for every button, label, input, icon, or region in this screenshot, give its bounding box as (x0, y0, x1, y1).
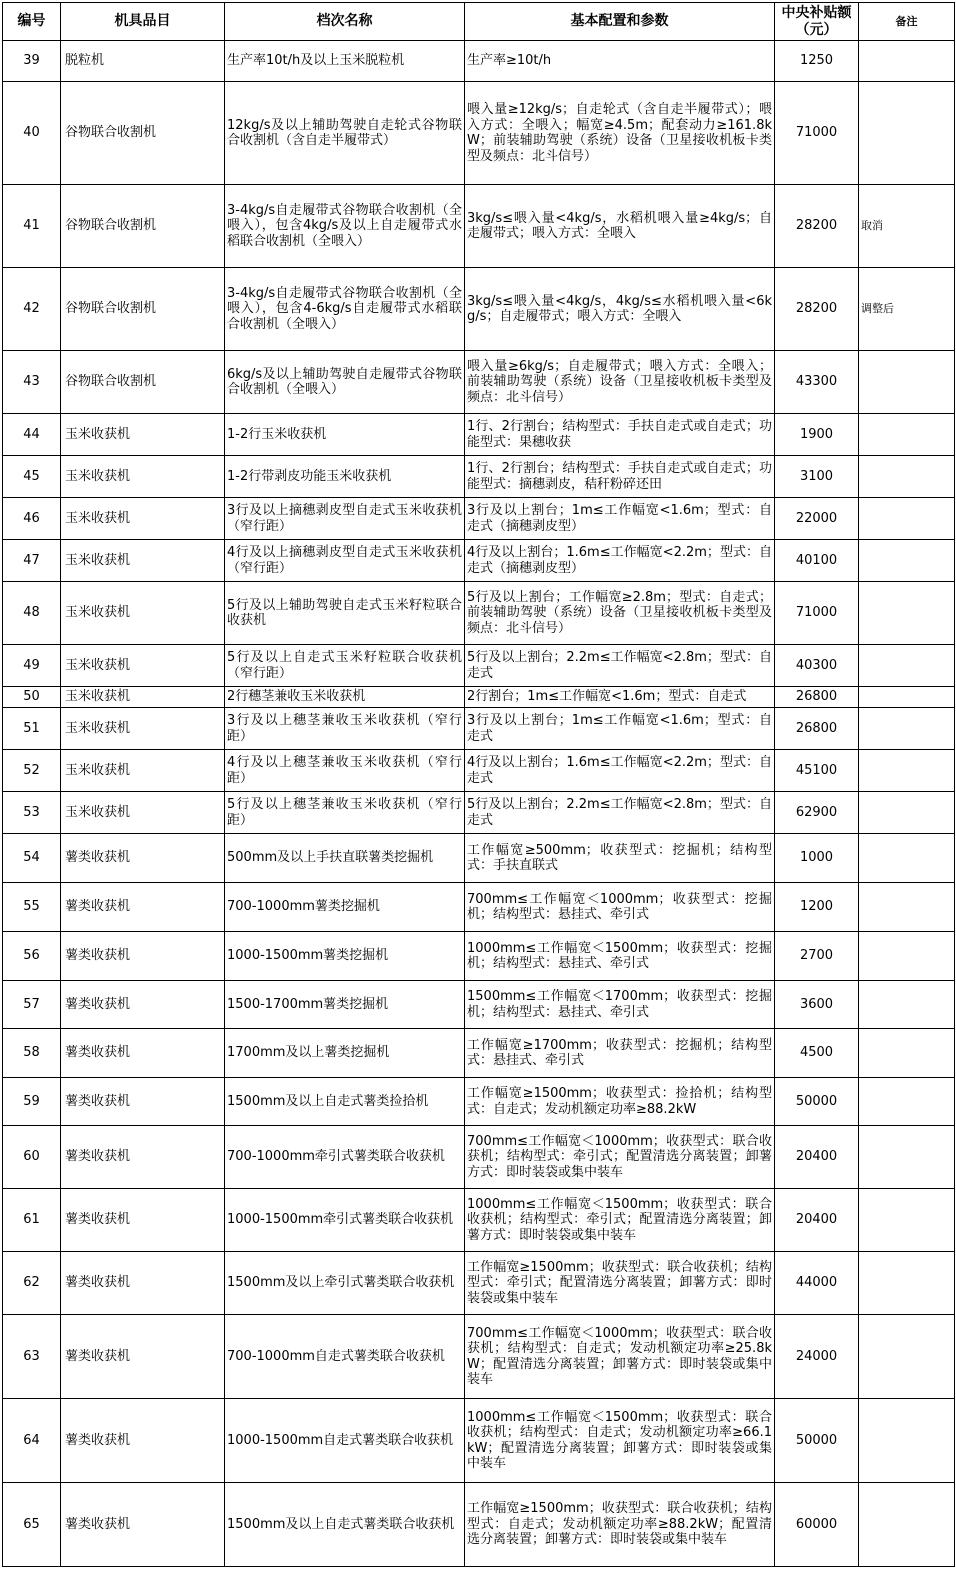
table-row (3, 645, 955, 687)
grade-name: 700-1000mm牵引式薯类联合收获机 (225, 1126, 465, 1189)
machine-category: 薯类收获机 (61, 1399, 225, 1483)
spec-params: 3行及以上割台；1m≤工作幅宽<1.6m；型式：自走式（摘穗剥皮型） (465, 498, 775, 540)
row-number: 61 (3, 1189, 61, 1252)
machine-category: 薯类收获机 (61, 1126, 225, 1189)
remark (859, 687, 955, 708)
machine-category: 玉米收获机 (61, 414, 225, 456)
subsidy-amount: 20400 (775, 1189, 859, 1252)
row-number: 54 (3, 834, 61, 883)
remark (859, 1315, 955, 1399)
header-name: 档次名称 (225, 3, 465, 41)
grade-name: 1500mm及以上牵引式薯类联合收获机 (225, 1252, 465, 1315)
subsidy-amount: 44000 (775, 1252, 859, 1315)
remark (859, 981, 955, 1029)
subsidy-amount: 40100 (775, 540, 859, 582)
remark (859, 645, 955, 687)
subsidy-amount: 43300 (775, 351, 859, 414)
table-row (3, 750, 955, 792)
row-number: 48 (3, 582, 61, 645)
grade-name: 3行及以上穗茎兼收玉米收获机（窄行距） (225, 708, 465, 750)
remark (859, 1126, 955, 1189)
table-row (3, 268, 955, 351)
row-number: 50 (3, 687, 61, 708)
spec-params: 生产率≥10t/h (465, 41, 775, 82)
spec-params: 工作幅宽≥1500mm；收获型式：联合收获机；结构型式：自走式；发动机额定功率≥88.2kW；配置清选分离装置；卸薯方式：即时装袋或集中装车 (465, 1483, 775, 1567)
table-row (3, 1399, 955, 1483)
subsidy-amount: 3600 (775, 981, 859, 1029)
row-number: 40 (3, 82, 61, 185)
spec-params: 喂入量≥12kg/s；自走轮式（含自走半履带式）；喂入方式：全喂入；幅宽≥4.5m；配套动力≥161.8kW；前装辅助驾驶（系统）设备（卫星接收机板卡类型及频点：北斗信号） (465, 82, 775, 185)
remark: 取消 (859, 185, 955, 268)
machine-category: 薯类收获机 (61, 1483, 225, 1567)
machine-category: 谷物联合收割机 (61, 351, 225, 414)
row-number: 45 (3, 456, 61, 498)
grade-name: 5行及以上自走式玉米籽粒联合收获机（窄行距） (225, 645, 465, 687)
grade-name: 500mm及以上手扶直联薯类挖掘机 (225, 834, 465, 883)
table-row (3, 82, 955, 185)
spec-params: 700mm≤工作幅宽＜1000mm；收获型式：联合收获机；结构型式：自走式；发动机额定功率≥25.8kW；配置清选分离装置；卸薯方式：即时装袋或集中装车 (465, 1315, 775, 1399)
table-row (3, 1189, 955, 1252)
subsidy-amount: 26800 (775, 687, 859, 708)
subsidy-amount: 22000 (775, 498, 859, 540)
spec-params: 5行及以上割台；2.2m≤工作幅宽<2.8m；型式：自走式 (465, 792, 775, 834)
subsidy-amount: 71000 (775, 82, 859, 185)
subsidy-amount: 20400 (775, 1126, 859, 1189)
row-number: 63 (3, 1315, 61, 1399)
grade-name: 1-2行玉米收获机 (225, 414, 465, 456)
machine-category: 谷物联合收割机 (61, 268, 225, 351)
machine-category: 薯类收获机 (61, 1315, 225, 1399)
remark (859, 1252, 955, 1315)
subsidy-amount: 40300 (775, 645, 859, 687)
grade-name: 1-2行带剥皮功能玉米收获机 (225, 456, 465, 498)
spec-params: 3kg/s≤喂入量<4kg/s，水稻机喂入量≥4kg/s；自走履带式；喂入方式：全喂入 (465, 185, 775, 268)
row-number: 51 (3, 708, 61, 750)
grade-name: 1000-1500mm牵引式薯类联合收获机 (225, 1189, 465, 1252)
spec-params: 700mm≤工作幅宽＜1000mm；收获型式：联合收获机；结构型式：牵引式；配置清选分离装置；卸薯方式：即时装袋或集中装车 (465, 1126, 775, 1189)
spec-params: 工作幅宽≥1700mm；收获型式：挖掘机；结构型式：悬挂式、牵引式 (465, 1029, 775, 1078)
grade-name: 4行及以上摘穗剥皮型自走式玉米收获机（窄行距） (225, 540, 465, 582)
grade-name: 1500mm及以上自走式薯类捡拾机 (225, 1078, 465, 1126)
grade-name: 700-1000mm自走式薯类联合收获机 (225, 1315, 465, 1399)
spec-params: 5行及以上割台；2.2m≤工作幅宽<2.8m；型式：自走式 (465, 645, 775, 687)
table-row (3, 687, 955, 708)
subsidy-amount: 1250 (775, 41, 859, 82)
table-row (3, 883, 955, 932)
machine-category: 薯类收获机 (61, 883, 225, 932)
remark (859, 708, 955, 750)
remark (859, 932, 955, 981)
remark (859, 1078, 955, 1126)
spec-params: 工作幅宽≥1500mm；收获型式：捡拾机；结构型式：自走式；发动机额定功率≥88.2kW (465, 1078, 775, 1126)
remark (859, 540, 955, 582)
machine-category: 玉米收获机 (61, 792, 225, 834)
row-number: 44 (3, 414, 61, 456)
subsidy-amount: 62900 (775, 792, 859, 834)
header-spec: 基本配置和参数 (465, 3, 775, 41)
header-subsidy: 中央补贴额（元） (775, 3, 859, 41)
remark (859, 414, 955, 456)
subsidy-table (2, 2, 955, 1567)
machine-category: 玉米收获机 (61, 687, 225, 708)
grade-name: 3行及以上摘穗剥皮型自走式玉米收获机（窄行距） (225, 498, 465, 540)
row-number: 53 (3, 792, 61, 834)
remark (859, 1399, 955, 1483)
grade-name: 1000-1500mm自走式薯类联合收获机 (225, 1399, 465, 1483)
machine-category: 玉米收获机 (61, 708, 225, 750)
subsidy-amount: 50000 (775, 1078, 859, 1126)
subsidy-amount: 2700 (775, 932, 859, 981)
spec-params: 1000mm≤工作幅宽＜1500mm；收获型式：联合收获机；结构型式：牵引式；配置清选分离装置；卸薯方式：即时装袋或集中装车 (465, 1189, 775, 1252)
table-row (3, 708, 955, 750)
header-note: 备注 (859, 3, 955, 41)
grade-name: 6kg/s及以上辅助驾驶自走履带式谷物联合收割机（全喂入） (225, 351, 465, 414)
table-row (3, 582, 955, 645)
header-item: 机具品目 (61, 3, 225, 41)
machine-category: 玉米收获机 (61, 456, 225, 498)
row-number: 62 (3, 1252, 61, 1315)
remark (859, 41, 955, 82)
row-number: 65 (3, 1483, 61, 1567)
subsidy-amount: 1900 (775, 414, 859, 456)
grade-name: 3-4kg/s自走履带式谷物联合收割机（全喂入），包含4kg/s及以上自走履带式水稻联合收割机（全喂入） (225, 185, 465, 268)
table-row (3, 1126, 955, 1189)
machine-category: 薯类收获机 (61, 981, 225, 1029)
subsidy-amount: 28200 (775, 185, 859, 268)
row-number: 39 (3, 41, 61, 82)
machine-category: 谷物联合收割机 (61, 185, 225, 268)
spec-params: 4行及以上割台；1.6m≤工作幅宽<2.2m；型式：自走式（摘穗剥皮型） (465, 540, 775, 582)
subsidy-amount: 26800 (775, 708, 859, 750)
table-row (3, 981, 955, 1029)
spec-params: 喂入量≥6kg/s；自走履带式；喂入方式：全喂入；前装辅助驾驶（系统）设备（卫星接收机板卡类型及频点：北斗信号） (465, 351, 775, 414)
machine-category: 玉米收获机 (61, 750, 225, 792)
remark (859, 1029, 955, 1078)
machine-category: 薯类收获机 (61, 932, 225, 981)
machine-category: 薯类收获机 (61, 1029, 225, 1078)
row-number: 56 (3, 932, 61, 981)
subsidy-amount: 24000 (775, 1315, 859, 1399)
remark (859, 834, 955, 883)
table-row (3, 351, 955, 414)
spec-params: 1000mm≤工作幅宽＜1500mm；收获型式：联合收获机；结构型式：自走式；发动机额定功率≥66.1kW；配置清选分离装置；卸薯方式：即时装袋或集中装车 (465, 1399, 775, 1483)
grade-name: 生产率10t/h及以上玉米脱粒机 (225, 41, 465, 82)
machine-category: 玉米收获机 (61, 645, 225, 687)
subsidy-amount: 71000 (775, 582, 859, 645)
spec-params: 1500mm≤工作幅宽＜1700mm；收获型式：挖掘机；结构型式：悬挂式、牵引式 (465, 981, 775, 1029)
table-row (3, 414, 955, 456)
table-row (3, 540, 955, 582)
table-row (3, 456, 955, 498)
spec-params: 700mm≤工作幅宽＜1000mm；收获型式：挖掘机；结构型式：悬挂式、牵引式 (465, 883, 775, 932)
spec-params: 5行及以上割台；工作幅宽≥2.8m；型式：自走式；前装辅助驾驶（系统）设备（卫星接收机板卡类型及频点：北斗信号） (465, 582, 775, 645)
machine-category: 玉米收获机 (61, 582, 225, 645)
machine-category: 薯类收获机 (61, 834, 225, 883)
grade-name: 5行及以上穗茎兼收玉米收获机（窄行距） (225, 792, 465, 834)
remark (859, 582, 955, 645)
header-no: 编号 (3, 3, 61, 41)
table-row (3, 498, 955, 540)
remark (859, 498, 955, 540)
machine-category: 玉米收获机 (61, 498, 225, 540)
grade-name: 3-4kg/s自走履带式谷物联合收割机（全喂入），包含4-6kg/s自走履带式水稻联合收割机（全喂入） (225, 268, 465, 351)
grade-name: 1500mm及以上自走式薯类联合收获机 (225, 1483, 465, 1567)
row-number: 64 (3, 1399, 61, 1483)
subsidy-amount: 50000 (775, 1399, 859, 1483)
spec-params: 3行及以上割台；1m≤工作幅宽<1.6m；型式：自走式 (465, 708, 775, 750)
subsidy-amount: 60000 (775, 1483, 859, 1567)
remark (859, 1483, 955, 1567)
row-number: 60 (3, 1126, 61, 1189)
row-number: 46 (3, 498, 61, 540)
remark (859, 1189, 955, 1252)
table-row (3, 834, 955, 883)
table-row (3, 1252, 955, 1315)
table-row (3, 185, 955, 268)
grade-name: 1700mm及以上薯类挖掘机 (225, 1029, 465, 1078)
remark (859, 750, 955, 792)
machine-category: 谷物联合收割机 (61, 82, 225, 185)
row-number: 55 (3, 883, 61, 932)
spec-params: 3kg/s≤喂入量<4kg/s，4kg/s≤水稻机喂入量<6kg/s；自走履带式；喂入方式：全喂入 (465, 268, 775, 351)
spec-params: 工作幅宽≥500mm；收获型式：挖掘机；结构型式：手扶直联式 (465, 834, 775, 883)
table-row (3, 1315, 955, 1399)
table-row (3, 932, 955, 981)
machine-category: 玉米收获机 (61, 540, 225, 582)
header-row (3, 3, 955, 41)
grade-name: 5行及以上辅助驾驶自走式玉米籽粒联合收获机 (225, 582, 465, 645)
subsidy-amount: 1000 (775, 834, 859, 883)
row-number: 42 (3, 268, 61, 351)
spec-params: 1行、2行割台；结构型式：手扶自走式或自走式；功能型式：摘穗剥皮，秸秆粉碎还田 (465, 456, 775, 498)
table-row (3, 1078, 955, 1126)
table-row (3, 1029, 955, 1078)
grade-name: 1500-1700mm薯类挖掘机 (225, 981, 465, 1029)
grade-name: 4行及以上穗茎兼收玉米收获机（窄行距） (225, 750, 465, 792)
row-number: 58 (3, 1029, 61, 1078)
subsidy-amount: 1200 (775, 883, 859, 932)
machine-category: 脱粒机 (61, 41, 225, 82)
subsidy-amount: 4500 (775, 1029, 859, 1078)
table-row (3, 41, 955, 82)
remark (859, 351, 955, 414)
machine-category: 薯类收获机 (61, 1189, 225, 1252)
remark (859, 883, 955, 932)
subsidy-amount: 3100 (775, 456, 859, 498)
machine-category: 薯类收获机 (61, 1252, 225, 1315)
spec-params: 工作幅宽≥1500mm；收获型式：联合收获机；结构型式：牵引式；配置清选分离装置；卸薯方式：即时装袋或集中装车 (465, 1252, 775, 1315)
remark (859, 82, 955, 185)
spec-params: 4行及以上割台；1.6m≤工作幅宽<2.2m；型式：自走式 (465, 750, 775, 792)
remark (859, 456, 955, 498)
remark: 调整后 (859, 268, 955, 351)
spec-params: 2行割台；1m≤工作幅宽<1.6m；型式：自走式 (465, 687, 775, 708)
row-number: 49 (3, 645, 61, 687)
grade-name: 700-1000mm薯类挖掘机 (225, 883, 465, 932)
row-number: 52 (3, 750, 61, 792)
row-number: 41 (3, 185, 61, 268)
subsidy-amount: 28200 (775, 268, 859, 351)
machine-category: 薯类收获机 (61, 1078, 225, 1126)
row-number: 43 (3, 351, 61, 414)
row-number: 47 (3, 540, 61, 582)
grade-name: 2行穗茎兼收玉米收获机 (225, 687, 465, 708)
row-number: 59 (3, 1078, 61, 1126)
grade-name: 1000-1500mm薯类挖掘机 (225, 932, 465, 981)
spec-params: 1000mm≤工作幅宽＜1500mm；收获型式：挖掘机；结构型式：悬挂式、牵引式 (465, 932, 775, 981)
row-number: 57 (3, 981, 61, 1029)
table-row (3, 792, 955, 834)
subsidy-amount: 45100 (775, 750, 859, 792)
spec-params: 1行、2行割台；结构型式：手扶自走式或自走式；功能型式：果穗收获 (465, 414, 775, 456)
remark (859, 792, 955, 834)
table-row (3, 1483, 955, 1567)
grade-name: 12kg/s及以上辅助驾驶自走轮式谷物联合收割机（含自走半履带式） (225, 82, 465, 185)
